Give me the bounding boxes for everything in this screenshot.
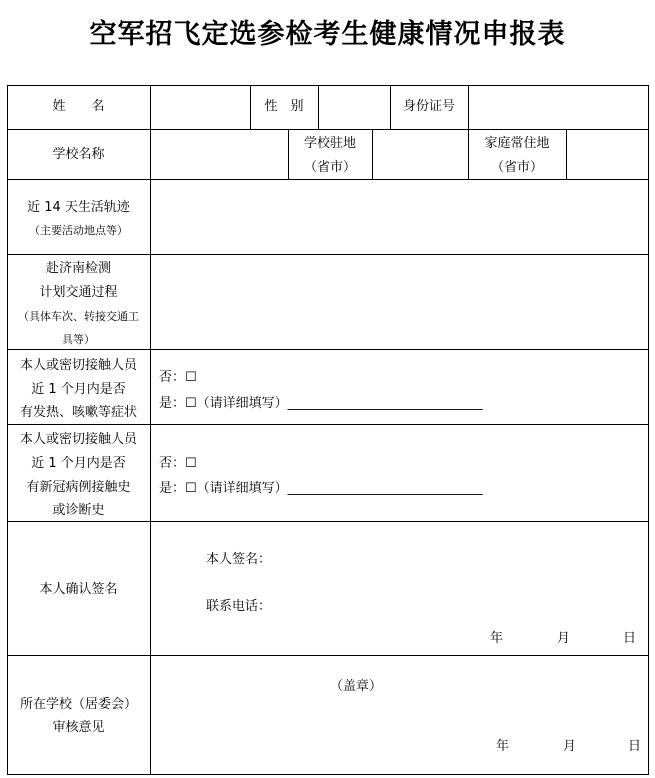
table-border-left xyxy=(7,85,8,775)
phone-field[interactable] xyxy=(270,593,570,621)
page-title: 空军招飞定选参检考生健康情况申报表 xyxy=(89,19,566,50)
name-label: 姓 名 xyxy=(52,99,105,114)
travel-history-label: 近 14 天生活轨迹 xyxy=(27,200,130,215)
id-number-label: 身份证号 xyxy=(402,99,455,114)
symptoms-no-checkbox[interactable]: 否：☐ xyxy=(159,370,197,385)
school-name-field[interactable] xyxy=(151,130,288,179)
transport-plan-label-1: 赴济南检测 xyxy=(45,261,111,276)
contact-history-label-3: 有新冠病例接触史 xyxy=(26,480,131,495)
review-opinion-field[interactable] xyxy=(151,700,621,730)
transport-plan-label-2: 计划交通过程 xyxy=(39,285,118,300)
sign-date-day: 日 xyxy=(623,631,637,646)
home-residence-field[interactable] xyxy=(567,130,648,179)
row-divider xyxy=(7,655,649,656)
home-residence-sub: （省市） xyxy=(490,160,543,175)
school-location-label: 学校驻地 xyxy=(303,136,356,151)
review-date-year: 年 xyxy=(496,739,510,754)
contact-no-checkbox[interactable]: 否：☐ xyxy=(159,456,197,471)
sign-date-month: 月 xyxy=(557,631,571,646)
review-date-month: 月 xyxy=(563,739,577,754)
transport-plan-label-4: 具等） xyxy=(62,333,95,346)
symptoms-label-3: 有发热、咳嗽等症状 xyxy=(19,405,137,420)
signature-field[interactable] xyxy=(270,545,570,573)
row-divider xyxy=(7,349,649,350)
school-location-sub: （省市） xyxy=(303,160,356,175)
confirm-signature-label: 本人确认签名 xyxy=(39,582,118,597)
signature-label: 本人签名： xyxy=(206,552,272,567)
row-divider xyxy=(7,521,649,522)
travel-history-sub: （主要活动地点等） xyxy=(29,224,128,237)
gender-field[interactable] xyxy=(319,86,390,129)
symptoms-label-2: 近 1 个月内是否 xyxy=(31,382,126,397)
review-opinion-label-2: 审核意见 xyxy=(52,720,105,735)
id-number-field[interactable] xyxy=(469,86,648,129)
school-location-field[interactable] xyxy=(373,130,468,179)
name-field[interactable] xyxy=(151,86,250,129)
gender-label: 性 别 xyxy=(264,99,304,114)
row-divider xyxy=(7,129,649,130)
contact-history-label-4: 或诊断史 xyxy=(52,503,105,518)
seal-label: （盖章） xyxy=(330,679,383,694)
home-residence-label: 家庭常住地 xyxy=(484,136,550,151)
table-border-right xyxy=(648,85,649,775)
review-date-day: 日 xyxy=(628,739,642,754)
table-border-bottom xyxy=(7,774,649,775)
symptoms-label-1: 本人或密切接触人员 xyxy=(19,358,137,373)
transport-plan-field[interactable] xyxy=(151,255,648,349)
symptoms-yes-checkbox[interactable]: 是：☐（请详细填写）______________________________ xyxy=(159,396,483,411)
school-name-label: 学校名称 xyxy=(52,147,105,162)
phone-label: 联系电话： xyxy=(206,599,272,614)
travel-history-field[interactable] xyxy=(151,180,648,254)
contact-history-label-2: 近 1 个月内是否 xyxy=(31,456,126,471)
row-divider xyxy=(7,424,649,425)
contact-history-label-1: 本人或密切接触人员 xyxy=(19,432,137,447)
sign-date-year: 年 xyxy=(490,631,504,646)
contact-yes-checkbox[interactable]: 是：☐（请详细填写）______________________________ xyxy=(159,481,483,496)
review-opinion-label-1: 所在学校（居委会） xyxy=(19,697,137,712)
transport-plan-label-3: （具体车次、转接交通工 xyxy=(18,310,139,323)
